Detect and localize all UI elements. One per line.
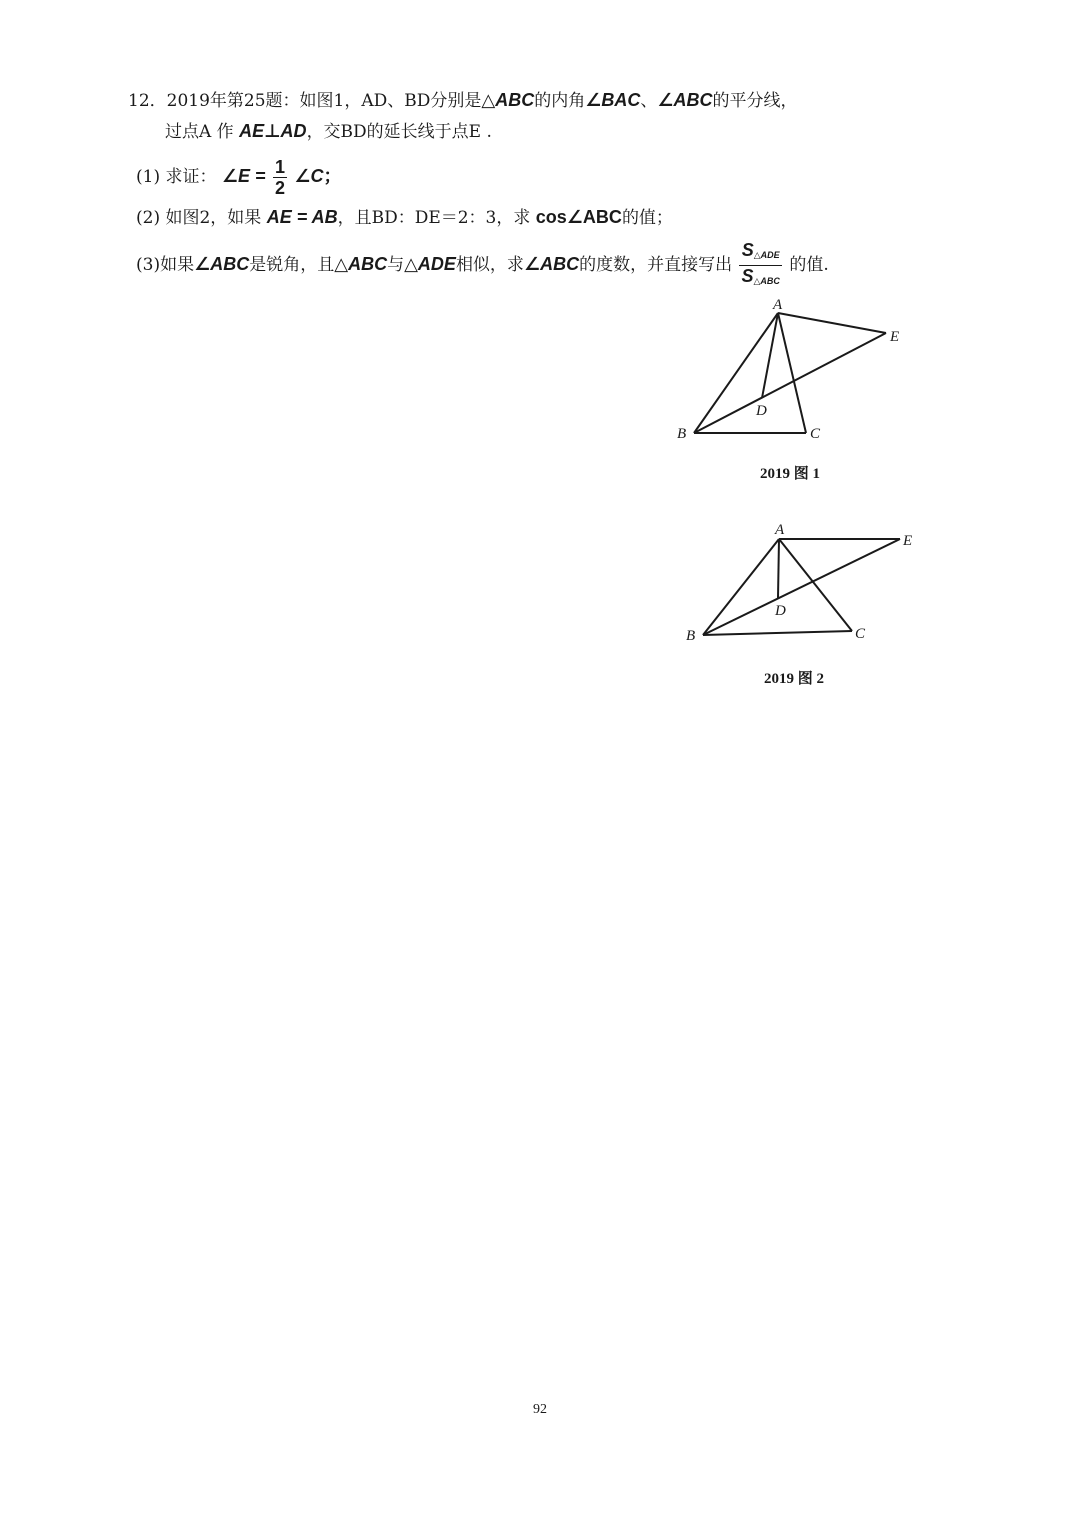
part-2-label: (2) 如图2，如果: [136, 208, 267, 228]
part-1-end: ；: [323, 166, 342, 186]
angle-abc: ∠ABC: [657, 90, 713, 110]
part-2-mid: ，且BD：DE＝2：3，求: [337, 208, 536, 228]
fraction-half-denominator: 2: [274, 178, 285, 198]
figure-1-caption: 2019 图 1: [760, 466, 821, 482]
problem-line2-a: 过点A 作: [165, 122, 240, 142]
part-3-end: 的值.: [789, 255, 829, 275]
part-2: [136, 205, 673, 230]
figure-2-caption: 2019 图 2: [764, 671, 825, 687]
area-s-top: S: [741, 240, 754, 260]
cos-abc: cos∠ABC: [535, 207, 622, 227]
problem-intro-mid: 的内角: [534, 91, 586, 111]
fig2-label-c: C: [855, 626, 866, 642]
part-1: [136, 152, 342, 200]
fig1-label-c: C: [810, 426, 821, 442]
area-ratio-fraction: [739, 240, 781, 291]
fig1-segment-be: [694, 333, 886, 433]
angle-bac: ∠BAC: [585, 90, 641, 110]
part-3-mid3: 相似，求: [455, 255, 524, 275]
angle-abc-3: ∠ABC: [194, 254, 250, 274]
fig2-segment-be: [703, 539, 900, 635]
part-3: [136, 240, 829, 288]
fig1-label-d: D: [756, 403, 767, 419]
part-2-end: 的值；: [621, 208, 673, 228]
fig1-segment-ac: [778, 313, 806, 433]
problem-line-1: [128, 88, 798, 113]
part-3-mid2: 与: [387, 255, 405, 275]
problem-line-2: [165, 119, 492, 144]
triangle-abc-3: △ABC: [334, 254, 388, 274]
part-3-label: (3)如果: [136, 255, 195, 275]
fraction-half: [273, 157, 287, 198]
problem-intro: 12．2019年第25题：如图1，AD、BD分别是: [128, 91, 482, 111]
area-ratio-denominator: [739, 266, 781, 291]
fig2-segment-ad: [778, 539, 779, 598]
fig2-segment-ac: [779, 539, 852, 631]
equation-ae-ab: AE = AB: [266, 207, 338, 227]
fig2-label-b: B: [686, 628, 696, 644]
part-3-mid1: 是锐角，且: [249, 255, 335, 275]
fig2-segment-bc: [703, 631, 852, 635]
triangle-ade: △ADE: [404, 254, 456, 274]
page-number: 92: [533, 1402, 547, 1417]
area-s-bottom: S: [741, 266, 754, 286]
fig2-label-d: D: [775, 603, 786, 619]
separator: 、: [640, 91, 658, 111]
fig1-label-a: A: [773, 297, 783, 313]
perpendicular-ae-ad: AE⊥AD: [239, 121, 307, 141]
fig1-segment-ae: [778, 313, 886, 333]
figure-1: [670, 295, 920, 455]
angle-e: ∠E =: [221, 166, 266, 186]
fraction-half-numerator: 1: [274, 157, 285, 177]
area-sub-abc: △ABC: [753, 276, 780, 286]
fig1-label-e: E: [890, 329, 900, 345]
area-ratio-numerator: [739, 240, 781, 266]
fig2-segment-ab: [703, 539, 779, 635]
area-sub-ade: △ADE: [753, 250, 780, 260]
fig2-label-e: E: [903, 533, 913, 549]
angle-c: ∠C: [294, 166, 324, 186]
fig1-label-b: B: [677, 426, 687, 442]
problem-intro-end: 的平分线，: [712, 91, 798, 111]
figure-2: [675, 518, 925, 648]
triangle-abc: △ABC: [481, 90, 535, 110]
part-1-label: (1) 求证：: [136, 167, 217, 187]
angle-abc-3b: ∠ABC: [523, 254, 580, 274]
problem-line2-b: ，交BD的延长线于点E .: [306, 122, 492, 142]
part-3-mid4: 的度数，并直接写出: [579, 255, 733, 275]
fig2-label-a: A: [775, 522, 785, 538]
